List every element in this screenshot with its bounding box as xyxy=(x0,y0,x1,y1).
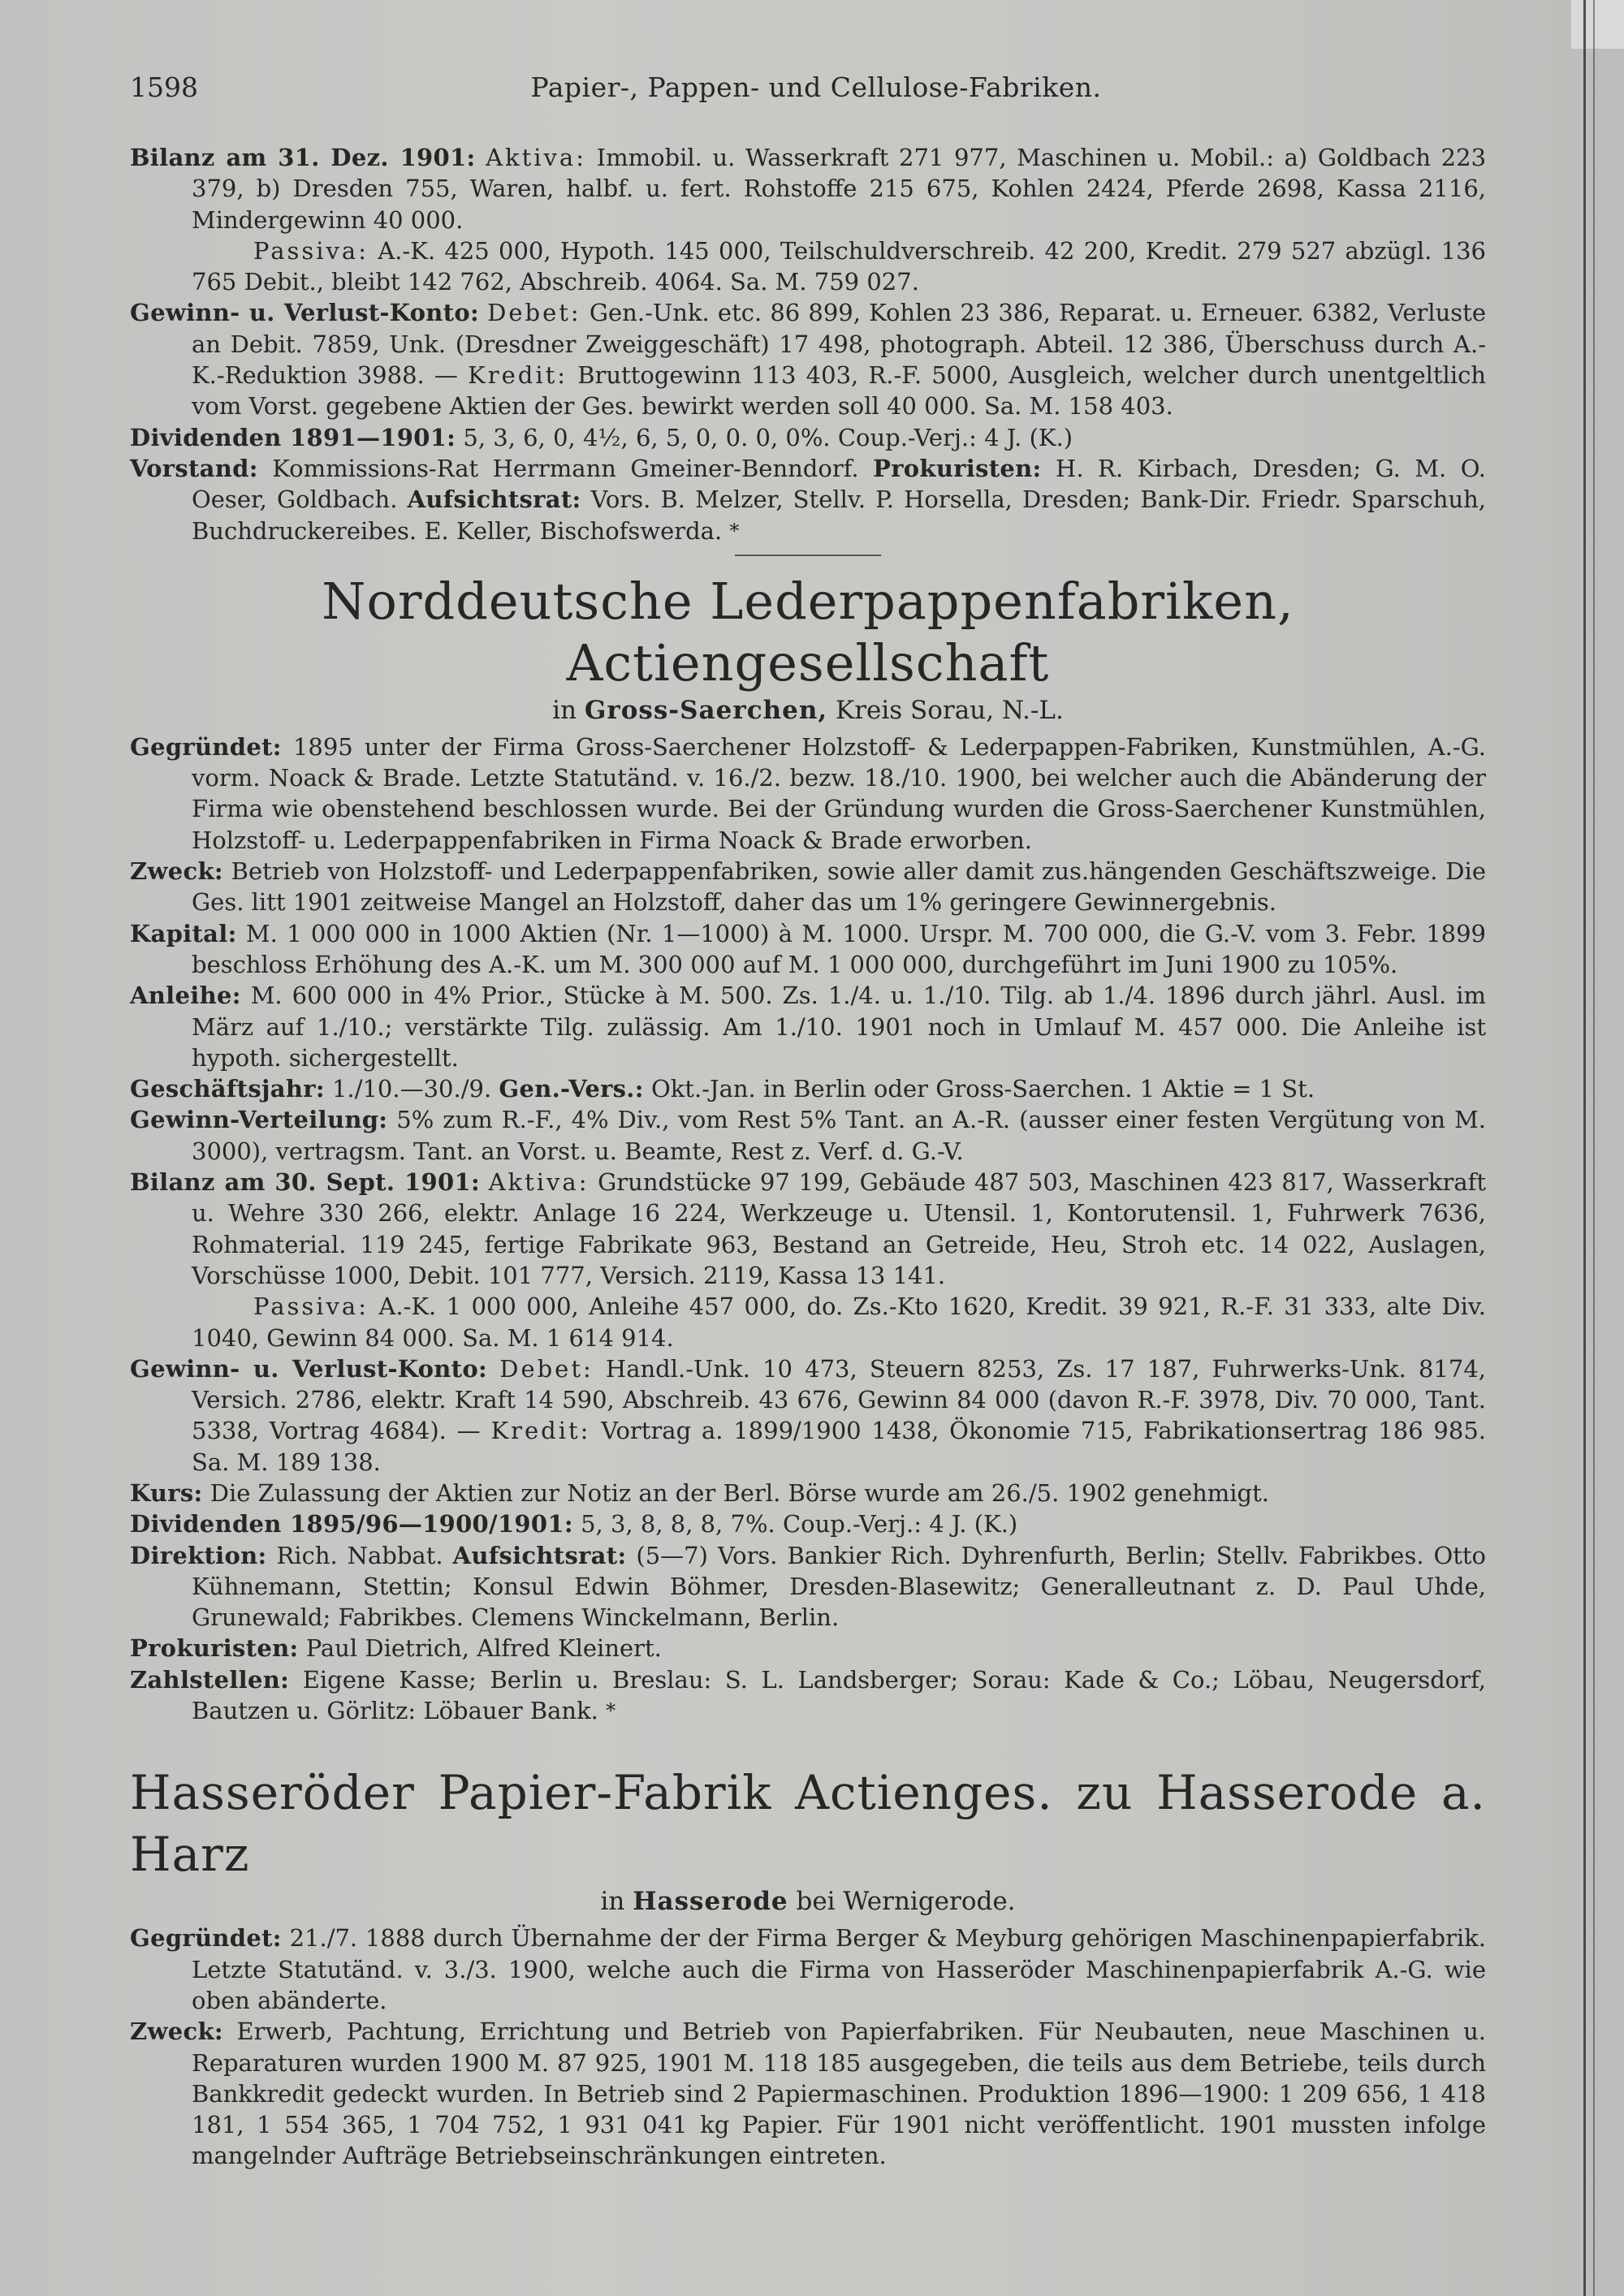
dividenden-entry xyxy=(130,422,1486,453)
passiva-text: A.-K. 425 000, Hypoth. 145 000, Teilschuldverschreib. 42 200, Kredit. 279 527 abzügl. 136 765 Debit., bleibt 142 762, Abschreib. 4064. Sa. M. 759 027. xyxy=(192,236,1486,296)
debet-text: Handl.-Unk. 10 473, Steuern 8253, Zs. 17 187, Fuhrwerks-Unk. 8174, Versich. 2786, elektr. Kraft 14 590, Abschreib. 43 676, Gewinn 84 000 (davon R.-F. 3978, Div. 70 000, Tant. 5338, Vortrag 4684). — xyxy=(192,1354,1486,1445)
bilanz-entry xyxy=(130,142,1486,235)
entry-key: Gegründet: xyxy=(130,1924,282,1953)
subtitle-suffix: Kreis Sorau, N.-L. xyxy=(836,695,1064,725)
entry-text: 5% zum R.-F., 4% Div., vom Rest 5% Tant. an A.-R. (ausser einer festen Vergütung von M. 3000), vertragsm. Tant. an Vorst. u. Beamte, Rest z. Verf. d. G.-V. xyxy=(192,1106,1486,1165)
passiva-text: A.-K. 1 000 000, Anleihe 457 000, do. Zs.-Kto 1620, Kredit. 39 921, R.-F. 31 333, alte Div. 1040, Gewinn 84 000. Sa. M. 1 614 914. xyxy=(192,1293,1487,1352)
aufsichtsrat-text: (5—7) Vors. Bankier Rich. Dyhrenfurth, Berlin; Stellv. Fabrikbes. Otto Kühnemann, Stettin; Konsul Edwin Böhmer, Dresden-Blasewitz; Generalleutnant z. D. Paul Uhde, Grunewald; Fabrikbes. Clemens Winckelmann, Berlin. xyxy=(192,1541,1487,1632)
zweck-entry xyxy=(130,856,1486,918)
dividenden-entry xyxy=(130,1508,1486,1539)
aktiva-text: Grundstücke 97 199, Gebäude 487 503, Maschinen 423 817, Wasserkraft u. Wehre 330 266, elektr. Anlage 16 224, Werkzeuge u. Utensil. 1, Kontorutensil. 1, Fuhrwerk 7636, Rohmaterial. 119 245, fertige Fabrikate 963, Bestand an Getreide, Heu, Stroh etc. 14 022, Auslagen, Vorschüsse 1000, Debit. 101 777, Versich. 2119, Kassa 13 141. xyxy=(192,1168,1486,1289)
entry-key: Gewinn-Verteilung: xyxy=(130,1106,388,1134)
entry-key: Kurs: xyxy=(130,1478,203,1507)
section-divider xyxy=(735,555,881,556)
zweck-entry xyxy=(130,2016,1486,2171)
entry-key: Anleihe: xyxy=(130,982,241,1010)
company-location: Hasserode xyxy=(633,1887,788,1917)
entry-text: M. 600 000 in 4% Prior., Stücke à M. 500. Zs. 1./4. u. 1./10. Tilg. ab 1./4. 1896 durch jährl. Ausl. im März auf 1./10.; verstärkte Tilg. zulässig. Am 1./10. 1901 noch in Umlauf M. 457 000. Die Anleihe ist hypoth. sichergestellt. xyxy=(192,982,1487,1072)
kredit-text: Bruttogewinn 113 403, R.-F. 5000, Ausgleich, welcher durch unentgeltlich vom Vorst. gegebene Aktien der Ges. bewirkt werden soll 40 000. Sa. M. 158 403. xyxy=(192,361,1487,421)
anleihe-entry xyxy=(130,980,1486,1073)
entry-key: Gegründet: xyxy=(130,732,282,761)
entry-key: Dividenden 1891—1901: xyxy=(130,423,456,451)
passiva-label: Passiva: xyxy=(253,1293,369,1321)
aktiva-text: Immobil. u. Wasserkraft 271 977, Maschinen u. Mobil.: a) Goldbach 223 379, b) Dresden 755, Waren, halbf. u. fert. Rohstoffe 215 675, Kohlen 2424, Pferde 2698, Kassa 2116, Mindergewinn 40 000. xyxy=(192,144,1487,234)
aufsichtsrat-key: Aufsichtsrat: xyxy=(452,1541,627,1569)
entry-text: Paul Dietrich, Alfred Kleinert. xyxy=(305,1634,662,1663)
entry-key: Bilanz am 31. Dez. 1901: xyxy=(130,144,476,171)
entry-text: Rich. Nabbat. xyxy=(276,1541,443,1569)
geschaeftsjahr-entry xyxy=(130,1073,1486,1104)
footnote-star: * xyxy=(606,1699,616,1723)
entry-key: Prokuristen: xyxy=(130,1634,299,1663)
entry-key: Dividenden 1895/96—1900/1901: xyxy=(130,1510,573,1539)
subtitle-prefix: in xyxy=(552,695,577,725)
subtitle-suffix: bei Wernigerode. xyxy=(796,1887,1016,1917)
kredit-text: Vortrag a. 1899/1900 1438, Ökonomie 715, Fabrikationsertrag 186 985. Sa. M. 189 138. xyxy=(192,1417,1487,1476)
scan-edge-line xyxy=(1593,0,1595,2296)
gegruendet-entry xyxy=(130,1923,1486,2016)
gewinn-verlust-entry xyxy=(130,297,1486,421)
entry-key: Vorstand: xyxy=(130,454,258,482)
debet-text: Gen.-Unk. etc. 86 899, Kohlen 23 386, Reparat. u. Erneuer. 6382, Verluste an Debit. 7859, Unk. (Dresdner Zweiggeschäft) 17 498, photograph. Abteil. 12 386, Überschuss durch A.-K.-Reduktion 3988. — xyxy=(192,299,1486,390)
zahlstellen-entry xyxy=(130,1664,1486,1727)
page-content xyxy=(130,142,1486,2172)
page-number: 1598 xyxy=(130,71,198,103)
scan-edge-corner xyxy=(1571,0,1624,49)
passiva-entry xyxy=(130,235,1486,298)
direktion-entry xyxy=(130,1540,1486,1634)
entry-key: Zweck: xyxy=(130,2018,223,2046)
scan-edge-line xyxy=(1583,0,1586,2296)
company-location: Gross-Saerchen, xyxy=(584,695,828,725)
passiva-label: Passiva: xyxy=(253,236,369,265)
aufsichtsrat-text: Vors. B. Melzer, Stellv. P. Horsella, Dresden; Bank-Dir. Friedr. Sparschuh, Buchdruckereibes. E. Keller, Bischofswerda. xyxy=(192,486,1487,545)
gegruendet-entry xyxy=(130,732,1486,856)
entry-key: Zweck: xyxy=(130,857,223,886)
vorstand-text: Kommissions-Rat Herrmann Gmeiner-Benndorf. xyxy=(272,454,859,482)
bilanz-entry xyxy=(130,1167,1486,1291)
gewinn-verlust-entry xyxy=(130,1353,1486,1478)
kapital-entry xyxy=(130,918,1486,981)
vorstand-entry xyxy=(130,453,1486,546)
entry-key: Zahlstellen: xyxy=(130,1665,290,1694)
company-subtitle xyxy=(130,694,1486,727)
gen-vers-key: Gen.-Vers.: xyxy=(499,1075,644,1103)
entry-text: Betrieb von Holzstoff- und Lederpappenfabriken, sowie aller damit zus.hängenden Geschäftszweige. Die Ges. litt 1901 zeitweise Mangel an Holzstoff, daher das um 1% geringere Gewinnergebnis. xyxy=(192,857,1486,917)
aktiva-label: Aktiva: xyxy=(488,1168,590,1197)
footnote-star: * xyxy=(729,519,740,542)
dividenden-text: 5, 3, 6, 0, 4½, 6, 5, 0, 0. 0, 0%. Coup.-Verj.: 4 J. (K.) xyxy=(463,423,1073,451)
debet-label: Debet: xyxy=(487,299,581,327)
running-title: Papier-, Pappen- und Cellulose-Fabriken. xyxy=(530,71,1102,103)
entry-text: Die Zulassung der Aktien zur Notiz an der Berl. Börse wurde am 26./5. 1902 genehmigt. xyxy=(209,1478,1269,1507)
kredit-label: Kredit: xyxy=(468,361,568,390)
entry-text: Eigene Kasse; Berlin u. Breslau: S. L. Landsberger; Sorau: Kade & Co.; Löbau, Neugersdorf, Bautzen u. Görlitz: Löbauer Bank. xyxy=(192,1665,1487,1725)
page-header xyxy=(130,71,1502,112)
aufsichtsrat-key: Aufsichtsrat: xyxy=(407,486,581,514)
entry-text: 1895 unter der Firma Gross-Saerchener Holzstoff- & Lederpappen-Fabriken, Kunstmühlen, A.-G. vorm. Noack & Brade. Letzte Statutänd. v. 16./2. bezw. 18./10. 1900, bei welcher auch die Abänderung der Firma wie obenstehend beschlossen wurde. Bei der Gründung wurden die Gross-Saerchener Kunstmühlen, Holzstoff- u. Lederpappenfabriken in Firma Noack & Brade erworben. xyxy=(192,732,1487,854)
company-subtitle xyxy=(130,1885,1486,1918)
prokuristen-key: Prokuristen: xyxy=(873,454,1042,482)
debet-label: Debet: xyxy=(499,1354,594,1383)
entry-key: Geschäftsjahr: xyxy=(130,1075,325,1103)
entry-text: 5, 3, 8, 8, 8, 7%. Coup.-Verj.: 4 J. (K.) xyxy=(581,1510,1018,1539)
entry-text: 21./7. 1888 durch Übernahme der der Firma Berger & Meyburg gehörigen Maschinenpapierfabrik. Letzte Statutänd. v. 3./3. 1900, welche auch die Firma von Hasseröder Maschinenpapierfabrik A.-G. wie oben abänderte. xyxy=(192,1924,1486,2014)
aktiva-label: Aktiva: xyxy=(486,144,586,171)
gen-vers-text: Okt.-Jan. in Berlin oder Gross-Saerchen. 1 Aktie = 1 St. xyxy=(650,1075,1315,1103)
entry-text: M. 1 000 000 in 1000 Aktien (Nr. 1—1000) à M. 1000. Urspr. M. 700 000, die G.-V. vom 3. Febr. 1899 beschloss Erhöhung des A.-K. um M. 300 000 auf M. 1 000 000, durchgeführt im Juni 1900 zu 105%. xyxy=(192,919,1486,978)
kredit-label: Kredit: xyxy=(490,1417,591,1445)
kurs-entry xyxy=(130,1478,1486,1508)
subtitle-prefix: in xyxy=(600,1887,625,1917)
entry-key: Direktion: xyxy=(130,1541,267,1569)
entry-text: 1./10.—30./9. xyxy=(332,1075,492,1103)
company-title: Hasseröder Papier-Fabrik Actienges. zu Hasserode a. Harz xyxy=(130,1765,1486,1883)
entry-text: Erwerb, Pachtung, Errichtung und Betrieb von Papierfabriken. Für Neubauten, neue Maschinen u. Reparaturen wurden 1900 M. 87 925, 1901 M. 118 185 ausgegeben, die teils aus dem Betriebe, teils durch Bankkredit gedeckt wurden. In Betrieb sind 2 Papiermaschinen. Produktion 1896—1900: 1 209 656, 1 418 181, 1 554 365, 1 704 752, 1 931 041 kg Papier. Für 1901 nicht veröffentlicht. 1901 mussten infolge mangelnder Aufträge Betriebseinschränkungen eintreten. xyxy=(192,2018,1486,2170)
passiva-entry xyxy=(130,1291,1486,1353)
entry-key: Bilanz am 30. Sept. 1901: xyxy=(130,1168,480,1197)
entry-key: Gewinn- u. Verlust-Konto: xyxy=(130,299,479,327)
company-title: Norddeutsche Lederpappenfabriken, Actiengesellschaft xyxy=(322,571,1294,693)
prokuristen-text: H. R. Kirbach, Dresden; G. M. O. Oeser, Goldbach. xyxy=(192,454,1487,514)
entry-key: Kapital: xyxy=(130,919,237,947)
entry-key: Gewinn- u. Verlust-Konto: xyxy=(130,1354,488,1383)
prokuristen-entry xyxy=(130,1633,1486,1664)
gewinn-verteilung-entry xyxy=(130,1104,1486,1167)
